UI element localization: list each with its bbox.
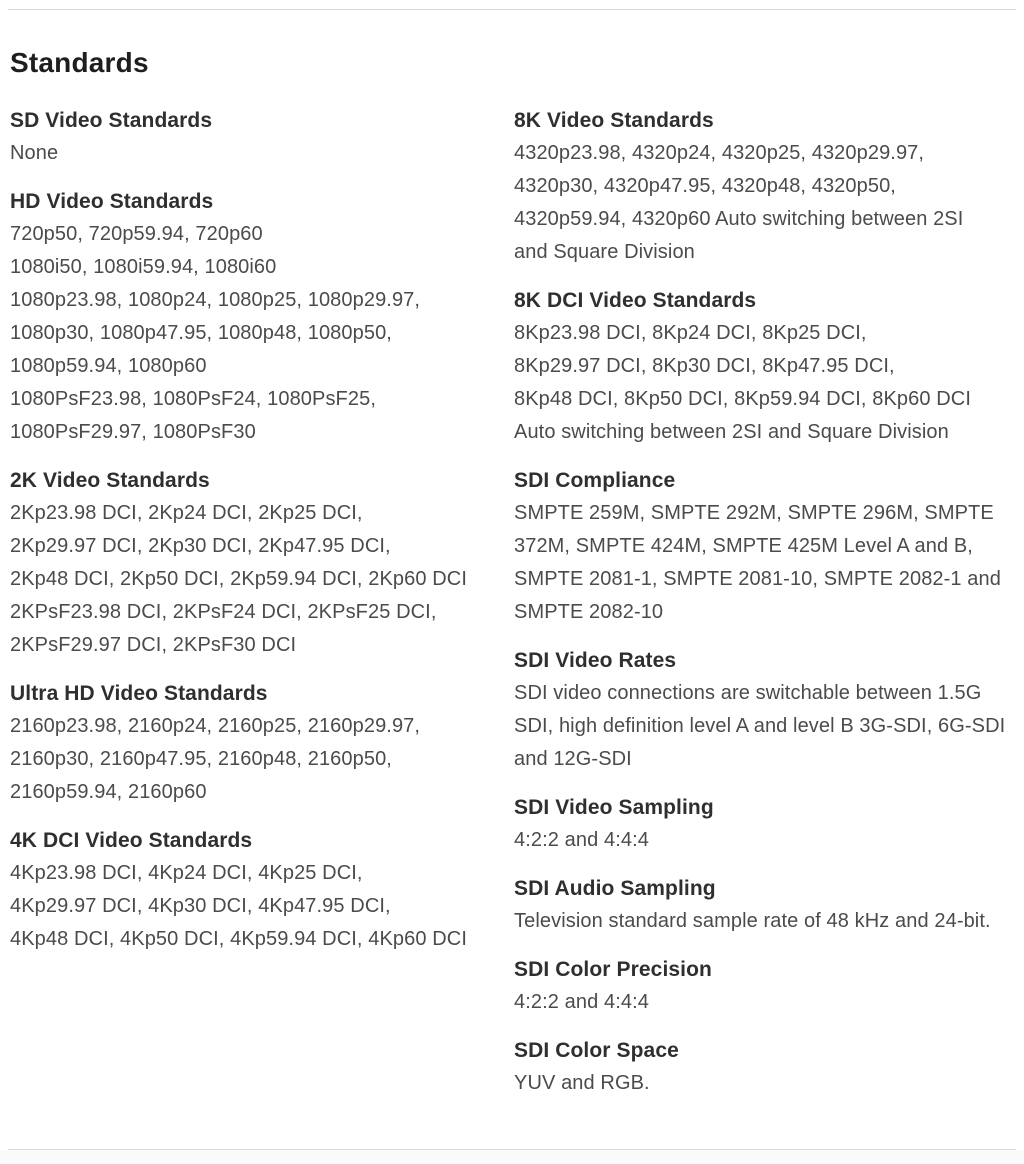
spec-section-heading: SDI Compliance [514,469,676,492]
spec-section-heading: 2K Video Standards [10,469,210,492]
spec-section [10,104,482,170]
spec-section [514,791,1014,857]
spec-value-line: 2KPsF23.98 DCI, 2KPsF24 DCI, 2KPsF25 DCI, [10,601,437,623]
spec-value-line: 2Kp29.97 DCI, 2Kp30 DCI, 2Kp47.95 DCI, [10,535,391,557]
spec-value-line: 2160p59.94, 2160p60 [10,781,207,803]
spec-value-line: and Square Division [514,241,695,263]
spec-value-line: 4Kp23.98 DCI, 4Kp24 DCI, 4Kp25 DCI, [10,862,363,884]
spec-value-line: 4320p23.98, 4320p24, 4320p25, 4320p29.97, [514,142,925,164]
spec-value-line: SMPTE 2082-10 [514,601,664,623]
spec-value-line: SMPTE 2081-1, SMPTE 2081-10, SMPTE 2082-1 and [514,568,1001,590]
spec-value-line: 4:2:2 and 4:4:4 [514,829,649,851]
spec-value-line: 8Kp48 DCI, 8Kp50 DCI, 8Kp59.94 DCI, 8Kp60 DCI [514,388,971,410]
spec-section [514,953,1014,1019]
page-title: Standards [10,47,149,78]
spec-value-line: SDI video connections are switchable between 1.5G [514,682,982,704]
spec-value-line: None [10,142,59,164]
spec-value-line: 4:2:2 and 4:4:4 [514,991,649,1013]
spec-section-heading: 8K DCI Video Standards [514,289,757,312]
spec-value-line: 1080p23.98, 1080p24, 1080p25, 1080p29.97, [10,289,421,311]
spec-value-line: 720p50, 720p59.94, 720p60 [10,223,263,245]
spec-value-line: 8Kp29.97 DCI, 8Kp30 DCI, 8Kp47.95 DCI, [514,355,895,377]
specs-content [0,46,1024,1115]
spec-section [514,872,1014,938]
spec-section [514,104,1014,269]
spec-value-line: 2160p23.98, 2160p24, 2160p25, 2160p29.97, [10,715,421,737]
spec-section [514,464,1014,629]
specs-columns [10,104,1014,1115]
spec-value-line: 8Kp23.98 DCI, 8Kp24 DCI, 8Kp25 DCI, [514,322,867,344]
spec-value-line: 4320p59.94, 4320p60 Auto switching between 2SI [514,208,964,230]
spec-value-line: and 12G-SDI [514,748,632,770]
spec-section-heading: SDI Color Space [514,1039,679,1062]
spec-section-heading: SDI Color Precision [514,958,712,981]
spec-section-heading: SD Video Standards [10,109,213,132]
specs-column-right [514,104,1014,1115]
spec-section-heading: 8K Video Standards [514,109,714,132]
spec-value-line: 4Kp48 DCI, 4Kp50 DCI, 4Kp59.94 DCI, 4Kp60 DCI [10,928,467,950]
spec-value-line: 1080PsF29.97, 1080PsF30 [10,421,256,443]
spec-section-heading: SDI Video Sampling [514,796,714,819]
spec-section [10,185,482,449]
spec-value-line: 372M, SMPTE 424M, SMPTE 425M Level A and B, [514,535,973,557]
spec-section-heading: SDI Audio Sampling [514,877,716,900]
spec-value-line: 1080p59.94, 1080p60 [10,355,207,377]
spec-value-line: 1080i50, 1080i59.94, 1080i60 [10,256,277,278]
spec-section [514,284,1014,449]
specs-column-left [10,104,482,971]
spec-value-line: 1080PsF23.98, 1080PsF24, 1080PsF25, [10,388,376,410]
spec-value-line: YUV and RGB. [514,1072,650,1094]
spec-value-line: Television standard sample rate of 48 kHz and 24-bit. [514,910,991,932]
spec-value-line: 4320p30, 4320p47.95, 4320p48, 4320p50, [514,175,896,197]
spec-section-heading: Ultra HD Video Standards [10,682,268,705]
spec-value-line: 2KPsF29.97 DCI, 2KPsF30 DCI [10,634,297,656]
spec-value-line: 2Kp23.98 DCI, 2Kp24 DCI, 2Kp25 DCI, [10,502,363,524]
top-divider [8,9,1016,10]
spec-section-heading: SDI Video Rates [514,649,677,672]
spec-section [514,644,1014,776]
spec-section [10,677,482,809]
spec-value-line: 2Kp48 DCI, 2Kp50 DCI, 2Kp59.94 DCI, 2Kp60 DCI [10,568,467,590]
spec-section [10,824,482,956]
spec-value-line: 2160p30, 2160p47.95, 2160p48, 2160p50, [10,748,392,770]
spec-value-line: SMPTE 259M, SMPTE 292M, SMPTE 296M, SMPTE [514,502,994,524]
spec-value-line: 1080p30, 1080p47.95, 1080p48, 1080p50, [10,322,392,344]
spec-section [514,1034,1014,1100]
spec-value-line: Auto switching between 2SI and Square Division [514,421,949,443]
spec-section-heading: HD Video Standards [10,190,214,213]
spec-value-line: SDI, high definition level A and level B 3G-SDI, 6G-SDI [514,715,1006,737]
next-section-strip [0,1150,1024,1164]
spec-section [10,464,482,662]
spec-section-heading: 4K DCI Video Standards [10,829,253,852]
spec-value-line: 4Kp29.97 DCI, 4Kp30 DCI, 4Kp47.95 DCI, [10,895,391,917]
